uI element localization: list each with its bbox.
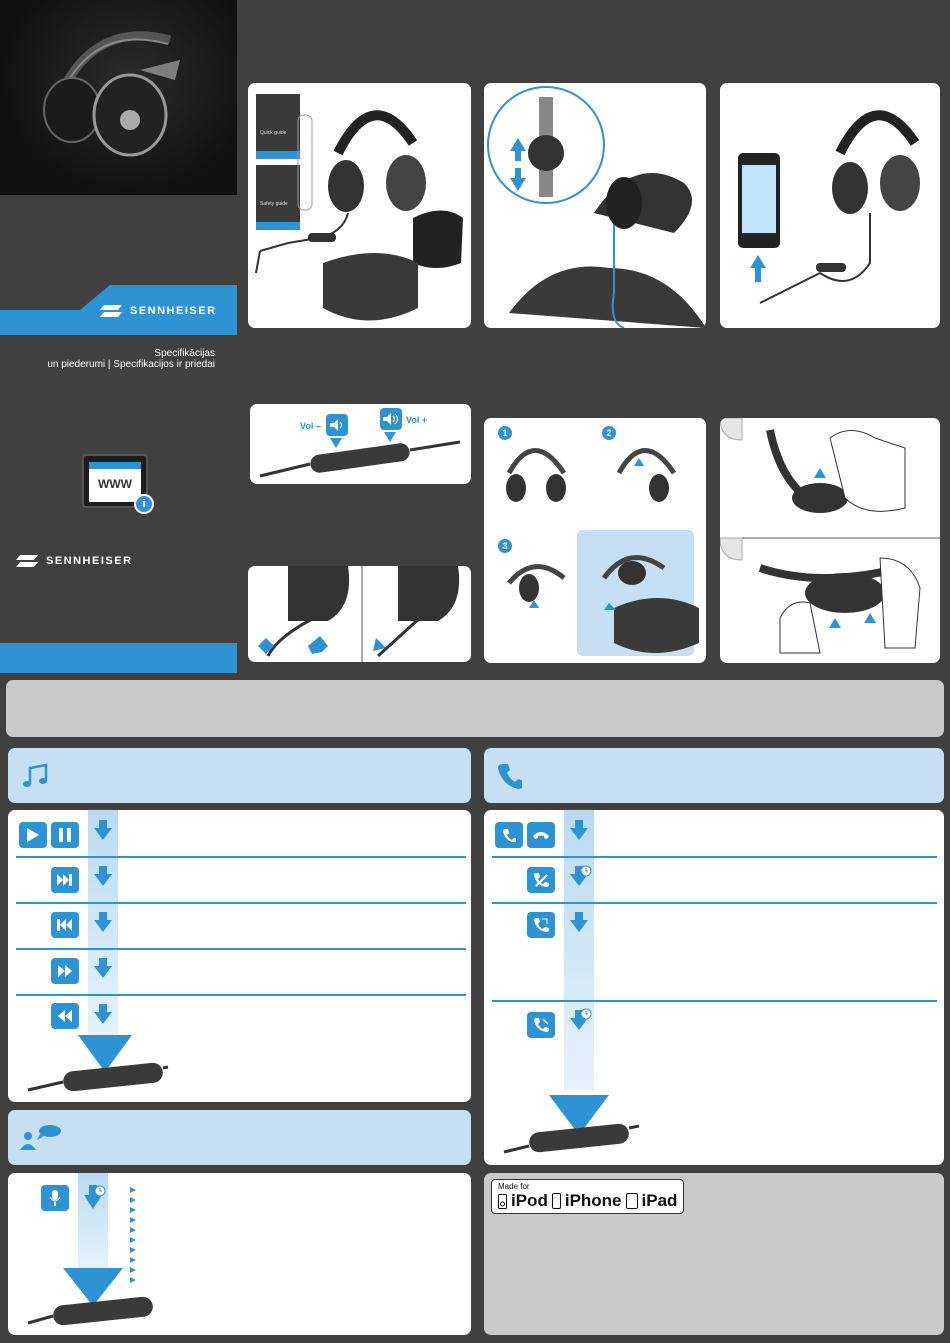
www-label: WWW (98, 477, 132, 491)
mfi-panel (484, 1173, 944, 1335)
product-photo (0, 0, 237, 195)
phone-handset-icon (498, 762, 522, 790)
ipad-icon (626, 1193, 638, 1209)
fold-illustration (484, 418, 706, 663)
vol-minus-label: Vol – (300, 421, 321, 431)
sennheiser-logo-icon (16, 555, 38, 567)
left-blue-stripe (0, 285, 237, 335)
remote-illustration (250, 404, 471, 484)
step-badge-3: 3 (498, 539, 512, 553)
brand-name: SENNHEISER (46, 555, 133, 567)
voice-header (8, 1110, 471, 1165)
headphones-illustration (248, 83, 471, 328)
phone-arrows (484, 810, 944, 1165)
info-icon: i (134, 494, 154, 514)
iphone-icon (552, 1193, 561, 1209)
cable-illustration (248, 566, 471, 662)
voice-panel (8, 1173, 471, 1335)
music-arrows (8, 810, 471, 1102)
device-iphone: iPhone (564, 1191, 622, 1210)
device-ipad: iPad (641, 1191, 678, 1210)
step-badge-2: 2 (602, 426, 616, 440)
device-ipod: iPod (511, 1191, 548, 1210)
panel-adjust-fit (484, 83, 706, 328)
ipod-icon (498, 1194, 507, 1209)
adjust-fit-illustration (484, 83, 706, 328)
phone-header (484, 748, 944, 803)
voice-assistant-icon (20, 1124, 64, 1154)
www-tablet (82, 454, 148, 508)
safety-guide-booklet: Safety guide (256, 165, 300, 230)
document-subtitle (0, 348, 215, 370)
connect-phone-illustration (720, 83, 940, 328)
panel-box-contents (248, 83, 471, 328)
vol-plus-label: Vol + (406, 415, 428, 425)
brand-name: SENNHEISER (130, 305, 217, 317)
phone-controls-panel (484, 810, 944, 1165)
subtitle-line-2: un piederumi | Specifikacijos ir priedai (47, 359, 215, 370)
music-note-icon (22, 762, 50, 790)
subtitle-line-1: Specifikācijas (154, 348, 215, 359)
made-for-badge (491, 1179, 684, 1214)
quick-guide-booklet: Quick guide (256, 94, 300, 159)
panel-fold-store (484, 418, 706, 663)
ear-pads-illustration (720, 418, 940, 663)
panel-volume-control (250, 404, 471, 484)
music-controls-panel (8, 810, 471, 1102)
brand-logo-secondary (16, 555, 133, 567)
notice-banner (6, 680, 944, 737)
sennheiser-logo-icon (100, 305, 122, 317)
panel-ear-pads (720, 418, 940, 663)
music-header (8, 748, 471, 803)
left-bottom-bar (0, 643, 237, 673)
voice-arrows (8, 1173, 471, 1335)
panel-cable-handling (248, 566, 471, 662)
made-for-label: Made for (498, 1182, 530, 1191)
step-badge-1: 1 (498, 426, 512, 440)
panel-connect-phone (720, 83, 940, 328)
brand-logo (100, 305, 217, 317)
